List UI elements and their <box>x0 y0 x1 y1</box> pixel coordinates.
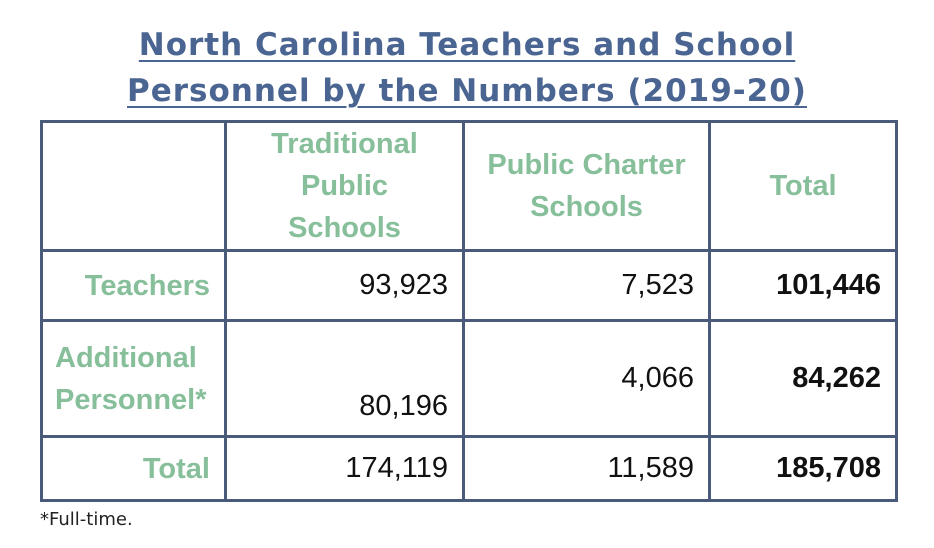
header-charter-line-2: Schools <box>530 191 643 223</box>
row-label-additional-personnel <box>42 321 226 437</box>
header-traditional-line-2: Public Schools <box>288 170 401 244</box>
chart-title <box>0 22 934 114</box>
cell-additional-charter: 4,066 <box>464 321 710 437</box>
header-row <box>42 122 897 251</box>
row-label-additional-line-2: Personnel* <box>55 383 207 416</box>
cell-additional-traditional: 80,196 <box>226 321 464 437</box>
header-public-charter-schools <box>464 122 710 251</box>
cell-teachers-total: 101,446 <box>710 251 897 321</box>
cell-total-charter: 11,589 <box>464 437 710 501</box>
cell-additional-total: 84,262 <box>710 321 897 437</box>
row-label-total: Total <box>42 437 226 501</box>
header-charter-line-1: Public Charter <box>487 149 686 181</box>
row-label-teachers: Teachers <box>42 251 226 321</box>
title-line-1: North Carolina Teachers and School <box>138 27 796 63</box>
cell-teachers-charter: 7,523 <box>464 251 710 321</box>
cell-total-total: 185,708 <box>710 437 897 501</box>
row-label-additional-line-1: Additional <box>55 341 197 374</box>
header-total: Total <box>710 122 897 251</box>
corner-cell <box>42 122 226 251</box>
footnote: *Full-time. <box>40 509 133 530</box>
table-row-additional-personnel <box>42 321 897 437</box>
table-row-teachers <box>42 251 897 321</box>
header-traditional-line-1: Traditional <box>271 128 418 160</box>
cell-total-traditional: 174,119 <box>226 437 464 501</box>
header-traditional-public-schools <box>226 122 464 251</box>
table-row-total <box>42 437 897 501</box>
personnel-table <box>40 120 898 502</box>
title-line-2: Personnel by the Numbers (2019-20) <box>127 73 807 109</box>
cell-teachers-traditional: 93,923 <box>226 251 464 321</box>
